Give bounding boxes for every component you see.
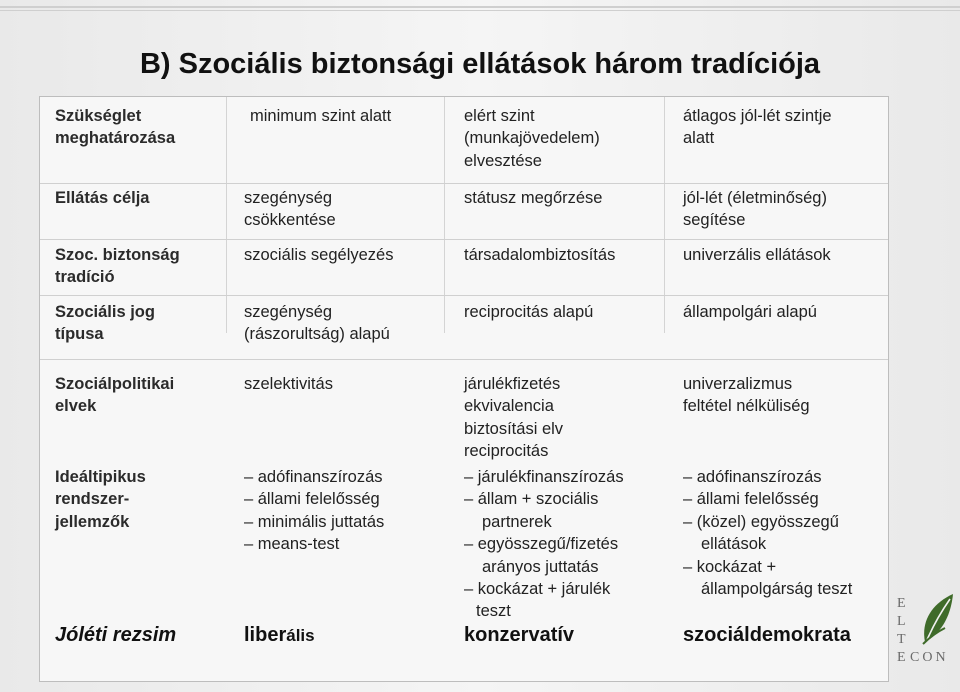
- row-need-socdem: átlagos jól-lét szintje alatt: [683, 107, 832, 148]
- regime-socdem: szociáldemokrata: [683, 624, 851, 646]
- leaf-icon: [917, 592, 957, 648]
- row-separator-2: [40, 239, 888, 240]
- row-principles-socdem: univerzalizmus feltétel nélküliség: [683, 375, 810, 416]
- row-tradition-label: Szoc. biztonság tradíció: [55, 246, 180, 287]
- row-need-liberal: minimum szint alatt: [250, 107, 392, 125]
- row-separator-4: [40, 359, 888, 360]
- regime-liberal: liberális: [244, 624, 315, 646]
- row-features-conservative: – járulékfinanszírozás – állam + szociális partnerek – egyösszegű/fizetés arányos juttatás – kockázat + járulék teszt: [464, 468, 624, 621]
- row-features-label: Ideáltipikus rendszer- jellemzők: [55, 468, 146, 531]
- row-features-socdem: – adófinanszírozás – állami felelősség – (közel) egyösszegű ellátások – kockázat + állampolgárság teszt: [683, 468, 853, 599]
- col-separator-1: [226, 97, 227, 333]
- row-goal-socdem: jól-lét (életminőség) segítése: [683, 189, 827, 230]
- row-tradition-conservative: társadalombiztosítás: [464, 246, 616, 264]
- decor-line-top-2: [0, 10, 960, 11]
- row-separator-1: [40, 183, 888, 184]
- row-tradition-liberal: szociális segélyezés: [244, 246, 394, 264]
- row-principles-label: Szociálpolitikai elvek: [55, 375, 175, 416]
- row-right-conservative: reciprocitás alapú: [464, 303, 594, 321]
- row-separator-3: [40, 295, 888, 296]
- row-principles-liberal: szelektivitás: [244, 375, 333, 393]
- col-separator-3: [664, 97, 665, 333]
- row-goal-conservative: státusz megőrzése: [464, 189, 603, 207]
- elte-econ-logo: E L T E CON: [895, 592, 957, 676]
- row-right-socdem: állampolgári alapú: [683, 303, 817, 321]
- regime-label: Jóléti rezsim: [55, 624, 177, 646]
- row-right-liberal: szegénység (rászorultság) alapú: [244, 303, 390, 344]
- row-right-label: Szociális jog típusa: [55, 303, 155, 344]
- row-goal-label: Ellátás célja: [55, 189, 150, 207]
- row-tradition-socdem: univerzális ellátások: [683, 246, 831, 264]
- regime-conservative: konzervatív: [464, 624, 575, 646]
- row-need-conservative: elért szint (munkajövedelem) elvesztése: [464, 107, 600, 170]
- traditions-table: [39, 96, 889, 682]
- col-separator-2: [444, 97, 445, 333]
- slide-title: B) Szociális biztonsági ellátások három tradíciója: [139, 48, 821, 80]
- row-goal-liberal: szegénység csökkentése: [244, 189, 336, 230]
- row-principles-conservative: járulékfizetés ekvivalencia biztosítási elv reciprocitás: [464, 375, 564, 461]
- row-features-liberal: – adófinanszírozás – állami felelősség – minimális juttatás – means-test: [244, 468, 385, 554]
- decor-line-top: [0, 6, 960, 8]
- row-need-label: Szükséglet meghatározása: [55, 107, 176, 148]
